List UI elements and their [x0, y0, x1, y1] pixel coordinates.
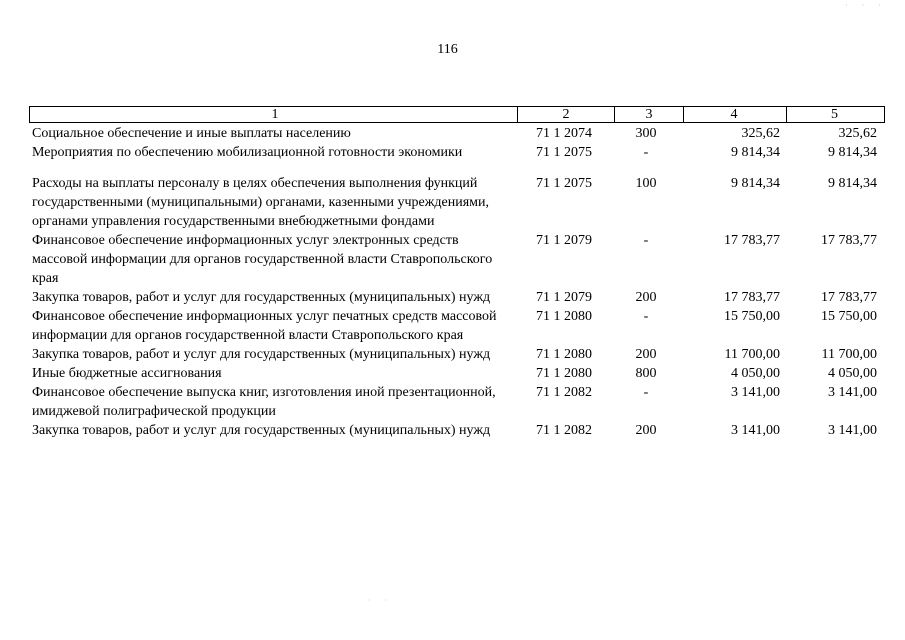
row-type: 200 — [635, 290, 657, 305]
column-header-table — [29, 106, 885, 123]
row-code: 71 1 2082 — [536, 385, 592, 400]
row-name: Закупка товаров, работ и услуг для государственных (муниципальных) нужд — [32, 347, 491, 362]
scan-artifact-top-right: · · · — [845, 1, 887, 10]
row-value-4: 17 783,77 — [724, 290, 780, 305]
budget-table — [29, 124, 879, 440]
row-value-5: 9 814,34 — [828, 145, 877, 160]
row-spacer — [29, 162, 879, 174]
table-row — [29, 383, 879, 421]
row-value-4: 3 141,00 — [731, 385, 780, 400]
row-value-4: 325,62 — [741, 126, 780, 141]
column-header-1: 1 — [30, 107, 518, 123]
row-value-5: 325,62 — [838, 126, 877, 141]
row-name: Финансовое обеспечение информационных услуг печатных средств массовой информации для органов государственной власти Ставропольского края — [32, 309, 497, 343]
row-type: - — [643, 233, 649, 248]
row-code: 71 1 2079 — [536, 290, 592, 305]
table-row — [29, 231, 879, 288]
row-value-4: 11 700,00 — [724, 347, 780, 362]
row-value-5: 9 814,34 — [828, 176, 877, 191]
row-value-5: 3 141,00 — [828, 385, 877, 400]
row-type: - — [643, 145, 649, 160]
column-header-4: 4 — [684, 107, 787, 123]
table-row — [29, 174, 879, 231]
table-row — [29, 143, 879, 162]
row-value-4: 17 783,77 — [724, 233, 780, 248]
row-name: Закупка товаров, работ и услуг для государственных (муниципальных) нужд — [32, 423, 491, 438]
row-value-4: 9 814,34 — [731, 176, 780, 191]
row-code: 71 1 2080 — [536, 309, 592, 324]
row-type: 100 — [635, 176, 657, 191]
table-row — [29, 345, 879, 364]
column-header-2: 2 — [518, 107, 615, 123]
row-value-5: 11 700,00 — [821, 347, 877, 362]
row-type: 200 — [635, 347, 657, 362]
row-code: 71 1 2079 — [536, 233, 592, 248]
row-code: 71 1 2074 — [536, 126, 592, 141]
row-value-4: 15 750,00 — [724, 309, 780, 324]
row-value-5: 4 050,00 — [828, 366, 877, 381]
row-code: 71 1 2075 — [536, 145, 592, 160]
row-type: - — [643, 309, 649, 324]
row-value-4: 3 141,00 — [731, 423, 780, 438]
column-header-row — [30, 107, 885, 123]
column-header-3: 3 — [615, 107, 684, 123]
table-row — [29, 307, 879, 345]
row-value-5: 17 783,77 — [821, 290, 877, 305]
row-type: 200 — [635, 423, 657, 438]
row-type: - — [643, 385, 649, 400]
row-code: 71 1 2082 — [536, 423, 592, 438]
row-name: Финансовое обеспечение информационных услуг электронных средств массовой информации для органов государственной власти Ставропольского края — [32, 233, 493, 286]
row-value-5: 3 141,00 — [828, 423, 877, 438]
row-name: Социальное обеспечение и иные выплаты населению — [32, 126, 351, 141]
row-value-5: 15 750,00 — [821, 309, 877, 324]
row-name: Финансовое обеспечение выпуска книг, изготовления иной презентационной, имиджевой полиграфической продукции — [32, 385, 496, 419]
row-name: Расходы на выплаты персоналу в целях обеспечения выполнения функций государственными (муниципальными) органами, казенными учреждениями, органами управления государственными внебюджетными фондами — [32, 176, 489, 229]
row-name: Иные бюджетные ассигнования — [32, 366, 222, 381]
row-value-4: 4 050,00 — [731, 366, 780, 381]
row-code: 71 1 2080 — [536, 347, 592, 362]
row-name: Закупка товаров, работ и услуг для государственных (муниципальных) нужд — [32, 290, 491, 305]
table-row — [29, 288, 879, 307]
row-code: 71 1 2080 — [536, 366, 592, 381]
row-type: 300 — [635, 126, 657, 141]
row-value-4: 9 814,34 — [731, 145, 780, 160]
table-row — [29, 124, 879, 143]
column-header-5: 5 — [787, 107, 885, 123]
page-number: 116 — [437, 42, 458, 57]
row-type: 800 — [635, 366, 657, 381]
row-name: Мероприятия по обеспечению мобилизационной готовности экономики — [32, 145, 463, 160]
scan-artifact-bottom: · · — [368, 596, 394, 605]
row-code: 71 1 2075 — [536, 176, 592, 191]
row-spacer-cell — [29, 162, 879, 174]
row-value-5: 17 783,77 — [821, 233, 877, 248]
table-row — [29, 364, 879, 383]
table-row — [29, 421, 879, 440]
